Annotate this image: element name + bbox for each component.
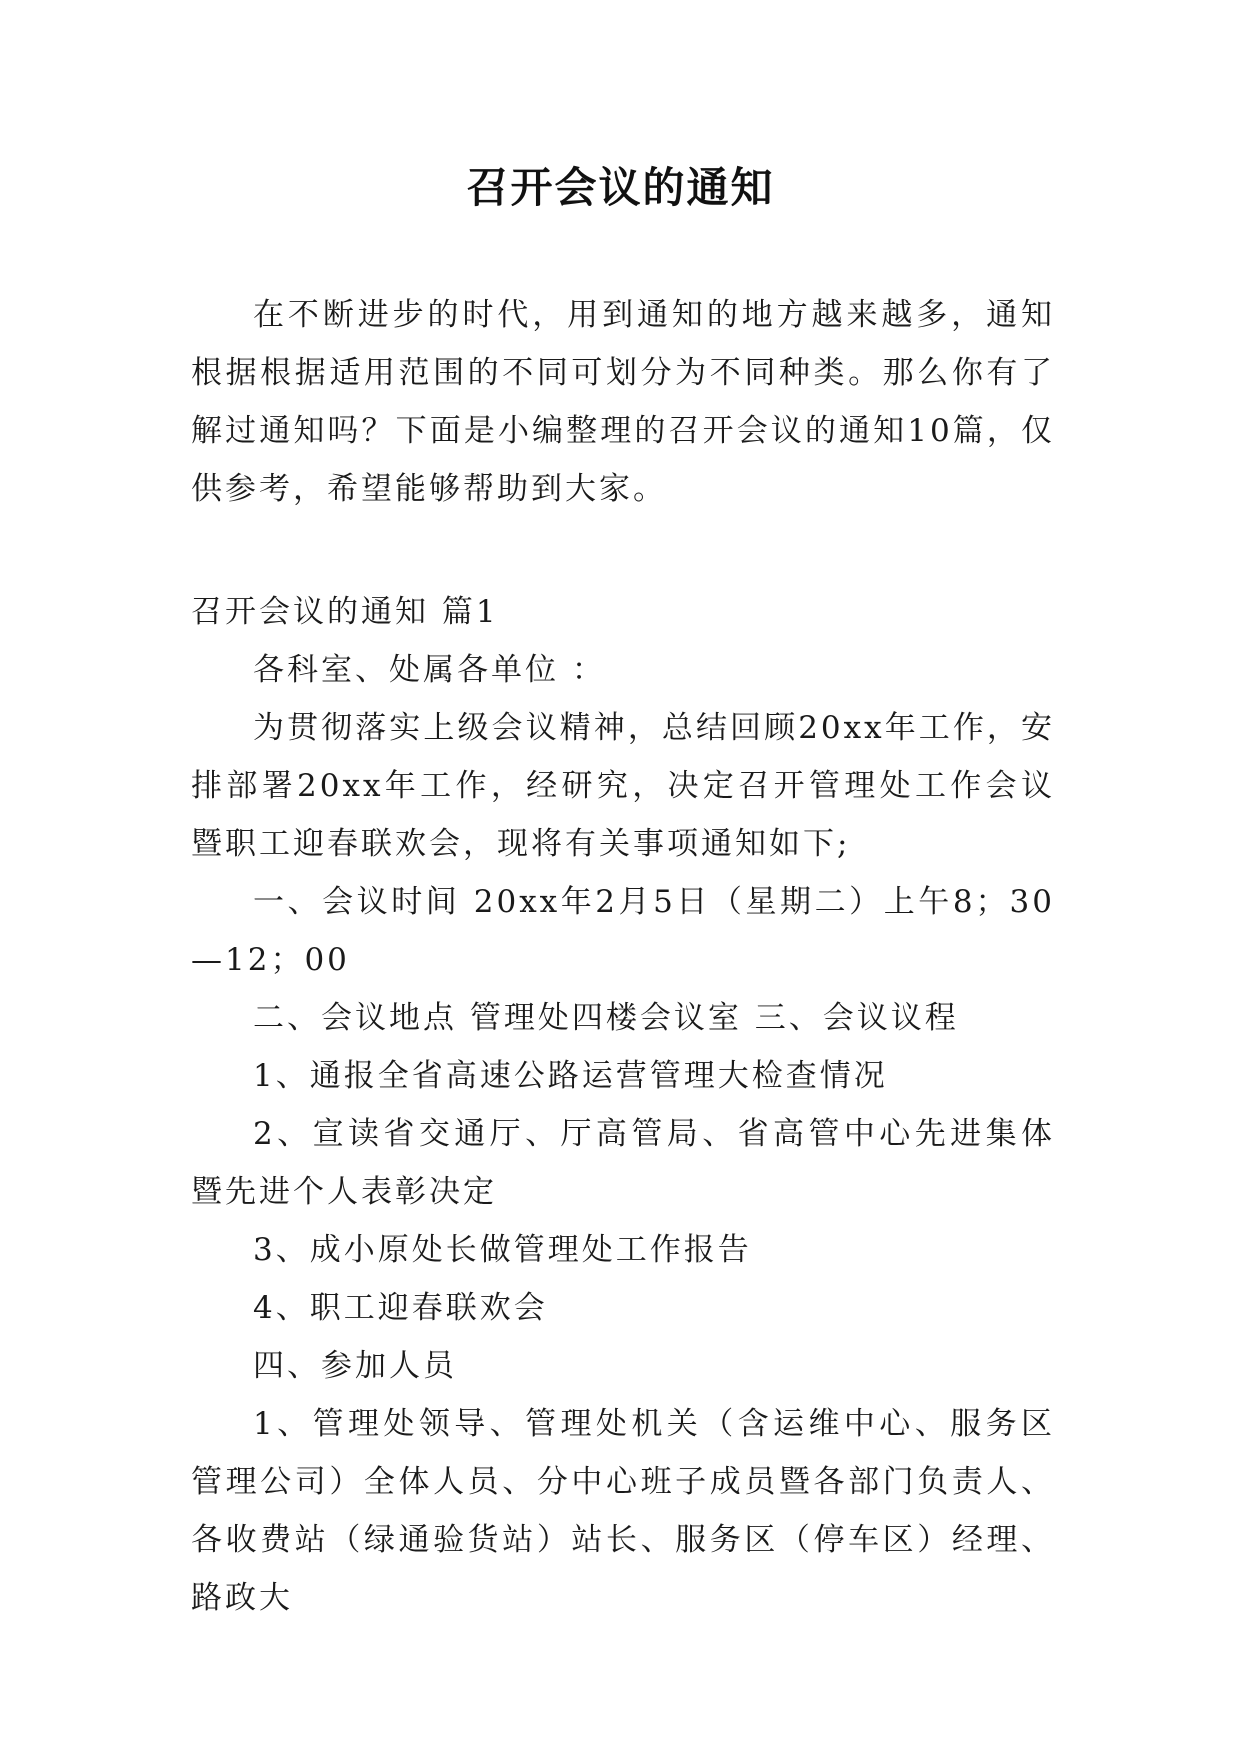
participants-heading: 四、参加人员 xyxy=(253,1348,457,1384)
body-paragraph: 为贯彻落实上级会议精神，总结回顾20xx年工作，安排部署20xx年工作，经研究，决定召开管理处工作会议暨职工迎春联欢会，现将有关事项通知如下; xyxy=(191,710,1055,862)
section-heading: 召开会议的通知 篇1 xyxy=(191,594,499,630)
intro-section xyxy=(191,286,1055,518)
intro-paragraph: 在不断进步的时代，用到通知的地方越来越多，通知根据根据适用范围的不同可划分为不同种类。那么你有了解过通知吗？下面是小编整理的召开会议的通知10篇，仅供参考，希望能够帮助到大家。 xyxy=(191,297,1055,507)
notice-section xyxy=(191,583,1055,1627)
agenda-item: 1、通报全省高速公路运营管理大检查情况 xyxy=(253,1058,888,1094)
meeting-time: 一、会议时间 20xx年2月5日（星期二）上午8；30—12；00 xyxy=(191,884,1055,978)
document-title: 召开会议的通知 xyxy=(466,163,775,212)
salutation: 各科室、处属各单位 ： xyxy=(253,652,606,688)
meeting-location: 二、会议地点 管理处四楼会议室 三、会议议程 xyxy=(253,1000,959,1036)
agenda-item: 2、宣读省交通厅、厅高管局、省高管中心先进集体暨先进个人表彰决定 xyxy=(191,1116,1055,1210)
agenda-item: 3、成小原处长做管理处工作报告 xyxy=(253,1232,752,1268)
participants-item: 1、管理处领导、管理处机关（含运维中心、服务区管理公司）全体人员、分中心班子成员暨各部门负责人、各收费站（绿通验货站）站长、服务区（停车区）经理、路政大 xyxy=(191,1406,1055,1616)
agenda-item: 4、职工迎春联欢会 xyxy=(253,1290,548,1326)
